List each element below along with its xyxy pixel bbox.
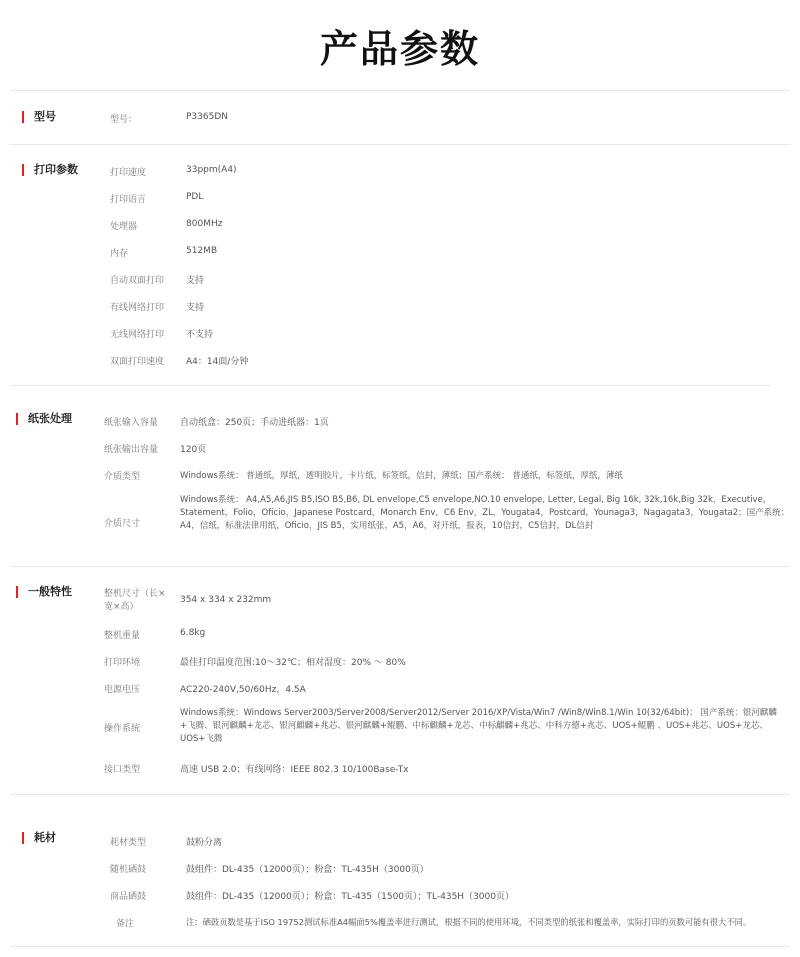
spec-label: 处理器	[110, 222, 138, 232]
spec-label: 整机尺寸（长×宽×高）	[104, 589, 166, 612]
spec-value: A4：14面/分钟	[186, 357, 249, 367]
spec-label: 型号：	[110, 115, 138, 125]
spec-label: 有线网络打印	[110, 303, 165, 313]
section-title-paper: 纸张处理	[16, 413, 72, 425]
divider	[10, 90, 790, 91]
divider	[10, 794, 790, 795]
section-title-model: 型号	[22, 111, 56, 123]
spec-label: 打印速度	[110, 168, 147, 178]
spec-label: 电源电压	[104, 685, 141, 695]
spec-label: 打印环境	[104, 658, 141, 668]
divider	[10, 385, 770, 386]
spec-value: 512MB	[186, 246, 218, 256]
spec-label: 商品硒鼓	[110, 892, 147, 902]
spec-label: 备注	[116, 919, 135, 929]
spec-value: 最佳打印温度范围:10～32℃；相对湿度：20% ～ 80%	[180, 658, 406, 668]
spec-value: AC220-240V,50/60Hz，4.5A	[180, 685, 306, 695]
spec-label: 随机硒鼓	[110, 865, 147, 875]
spec-label: 纸张输出容量	[104, 445, 159, 455]
section-title-print: 打印参数	[22, 164, 78, 176]
divider	[10, 144, 790, 145]
spec-value: 鼓组件：DL-435（12000页）；粉盒：TL-435H（3000页）	[186, 865, 429, 875]
spec-value: P3365DN	[186, 112, 228, 122]
spec-value: 自动纸盒：250页；手动进纸器：1页	[180, 418, 329, 428]
spec-value: 支持	[186, 276, 205, 286]
spec-value: Windows系统： A4,A5,A6,JIS B5,ISO B5,B6, DL envelope,C5 envelope,NO.10 envelope, Letter, Legal, Big 16k, 32k,16k,Big 32k，Executive，Statement，Folio，Oficio，Japanese Postcard，Monarch Env，C6 Env，ZL，Yougata4，Postcard，Younaga3，Nagagata3，Yougata2；国产系统： A4，信纸，标准法律用纸，Oficio，JIS B5，实用纸张，A5，A6，对开纸，报表，10信封，C5信封，DL信封	[180, 495, 790, 531]
spec-value: 鼓组件：DL-435（12000页）；粉盒：TL-435（1500页）；TL-435H（3000页）	[186, 892, 514, 902]
spec-label: 自动双面打印	[110, 276, 165, 286]
spec-value: 6.8kg	[180, 628, 206, 638]
spec-label: 整机重量	[104, 631, 141, 641]
divider	[10, 566, 790, 567]
spec-value: 800MHz	[186, 219, 223, 229]
spec-value: Windows系统： 普通纸，厚纸，透明胶片，卡片纸，标签纸，信封，薄纸；国产系统： 普通纸，标签纸，厚纸，薄纸	[180, 471, 623, 481]
section-title-general: 一般特性	[16, 586, 72, 598]
spec-label: 介质尺寸	[104, 519, 141, 529]
spec-label: 纸张输入容量	[104, 418, 159, 428]
spec-label: 操作系统	[104, 724, 141, 734]
spec-label: 打印语言	[110, 195, 147, 205]
spec-value: 鼓粉分离	[186, 838, 223, 848]
spec-label: 无线网络打印	[110, 330, 165, 340]
spec-label: 内存	[110, 249, 129, 259]
spec-value: PDL	[186, 192, 204, 202]
spec-value: 354 x 334 x 232mm	[180, 595, 272, 605]
spec-value: 33ppm(A4)	[186, 165, 237, 175]
divider	[10, 946, 790, 947]
spec-label: 耗材类型	[110, 838, 147, 848]
spec-value: 支持	[186, 303, 205, 313]
spec-value: Windows系统：Windows Server2003/Server2008/Server2012/Server 2016/XP/Vista/Win7 /Win8/Win8.1/Win 10(32/64bit)； 国产系统：银河麒麟+飞腾、银河麒麟+龙芯、银河麒麟+兆芯、银河麒麟+鲲鹏、中标麒麟+龙芯、中标麒麟+兆芯、中科方德+兆芯、UOS+鲲鹏 、UOS+兆芯、UOS+龙芯、UOS+飞腾	[180, 708, 777, 744]
spec-label: 介质类型	[104, 472, 141, 482]
spec-value: 120页	[180, 445, 207, 455]
section-title-consumables: 耗材	[22, 832, 56, 844]
spec-label: 双面打印速度	[110, 357, 165, 367]
spec-value: 注：硒鼓页数是基于ISO 19752测试标准A4幅面5%覆盖率进行测试，根据不同的使用环境，不同类型的纸张和覆盖率，实际打印的页数可能有很大不同。	[186, 917, 752, 927]
spec-value: 不支持	[186, 330, 214, 340]
spec-value: 高速 USB 2.0；有线网络：IEEE 802.3 10/100Base-Tx	[180, 765, 409, 775]
page-title: 产品参数	[319, 27, 480, 71]
spec-label: 接口类型	[104, 765, 141, 775]
